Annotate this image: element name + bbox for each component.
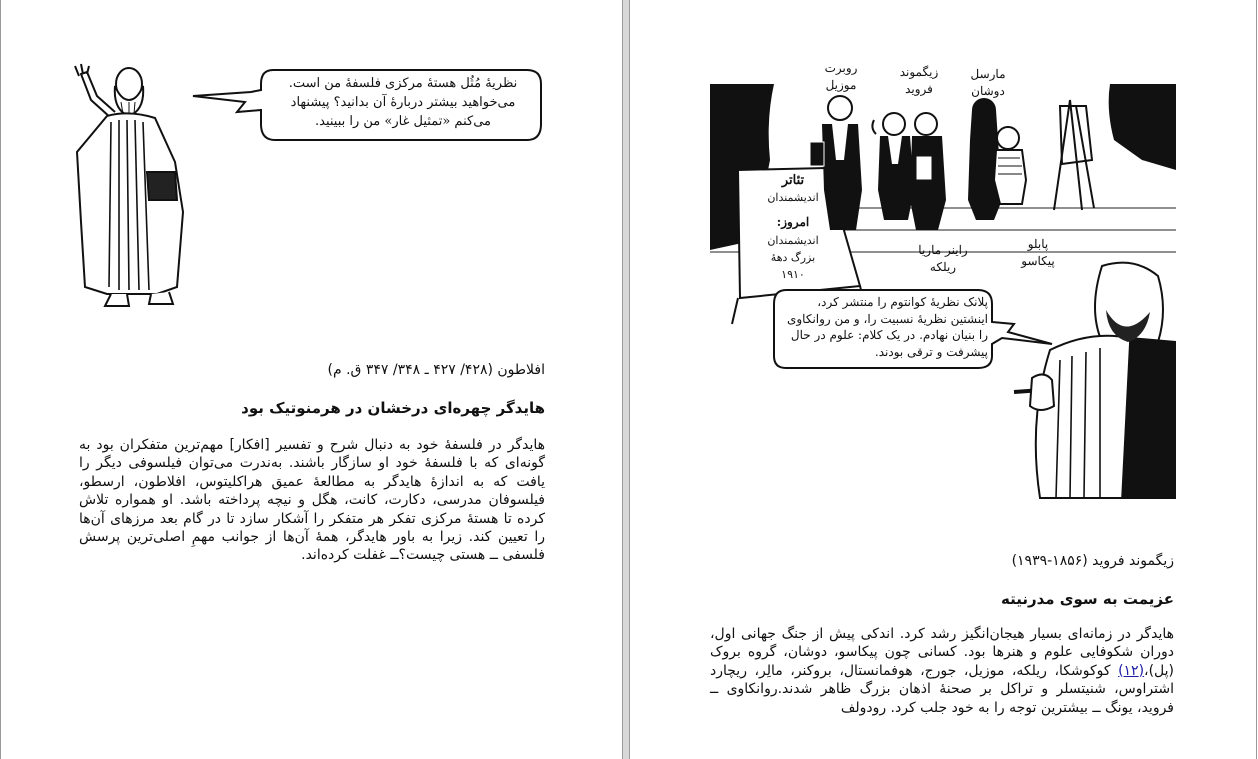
sign-line: اندیشمندان: [767, 234, 819, 247]
label-picasso: [1012, 236, 1064, 270]
plato-bubble-line: نظریهٔ مُثُل هستهٔ مرکزی فلسفهٔ من است.: [288, 76, 518, 91]
label-line: پیکاسو: [1021, 254, 1055, 268]
label-line: مارسل: [970, 67, 1006, 81]
label-robert-musil: [816, 60, 866, 94]
label-line: زیگموند: [899, 65, 939, 79]
book-gutter: [622, 0, 630, 759]
body-text-part: هایدگر در زمانه‌ای بسیار هیجان‌انگیز رشد کرد. اندکی پیش از جنگ جهانی اول، دوران شکوفایی علوم و هنرها بود. کسانی چون پیکاسو، دوشان، گروه بروک (پل)،: [710, 626, 1174, 679]
body-paragraph: [710, 625, 1174, 717]
right-page: [630, 0, 1257, 759]
freud-bubble-line: اینشتین نظریهٔ نسبیت را، و من روانکاوی: [786, 311, 988, 326]
body-paragraph: هایدگر در فلسفهٔ خود به دنبال شرح و تفسیر [افکار] مهم‌ترین متفکران بود به گونه‌ای که با فلسفهٔ خود او سازگار باشند. به‌ندرت می‌توان فیلسوفی دیگر را یافت که به اندازهٔ هایدگر به مطالعهٔ عمیق هراکلیتوس، افلاطون، ارسطو، فیلسوفان مدرسی، دکارت، کانت، هگل و نیچه پرداخته باشد. او همواره تلاش کرده تا هستهٔ مرکزی تفکر هر متفکر را آشکار سازد تا در گام بعد مرزهای آن‌ها را تعیین کند. زیرا به باور هایدگر، همهٔ آن‌ها از جوانب مهمِ اصلی‌ترین پرسش فلسفی ــ هستی چیست؟ــ غفلت کرده‌اند.: [79, 437, 545, 564]
plato-bubble-line: می‌خواهید بیشتر دربارهٔ آن بدانید؟ پیشنهاد: [290, 95, 516, 110]
label-line: فروید: [905, 82, 933, 96]
label-sigmund-freud: [890, 64, 948, 98]
label-line: روبرت: [824, 61, 858, 75]
left-page: [0, 0, 623, 759]
section-heading: عزیمت به سوی مدرنیته: [1000, 590, 1174, 608]
freud-bubble-line: پلانک نظریهٔ کوانتوم را منتشر کرد،: [817, 295, 988, 309]
label-rilke: [910, 242, 976, 276]
freud-bubble-text: [780, 294, 988, 360]
plato-bubble-line: می‌کنم «تمثیل غار» من را ببینید.: [314, 114, 491, 129]
sign-line: ۱۹۱۰: [781, 268, 805, 281]
footnote-link[interactable]: (۱۲): [1118, 662, 1145, 679]
label-line: موزیل: [825, 78, 857, 92]
freud-bubble-line: پیشرفت و ترقی بودند.: [874, 344, 988, 359]
theatre-sign-text: [756, 172, 830, 283]
body-text-part: کوکوشکا، ریلکه، موزیل، جورج، هوفمانستال، بروکنر، مالِر، ریچارد اشتراوس، شنیتسلر و تراکل بر صحنهٔ اذهان بزرگ ظاهر شدند.روانکاوی ــ فروید، یونگ ــ بیشترین توجه را به خود جلب کرد. رودولف: [710, 662, 1174, 716]
label-marcel-duchamp: [962, 66, 1014, 100]
freud-caption: زیگموند فروید (۱۸۵۶-۱۹۳۹): [1011, 553, 1174, 569]
label-line: راینر ماریا: [918, 243, 968, 257]
plato-illustration: [71, 62, 193, 308]
plato-bubble-text: [263, 74, 543, 131]
label-line: ریلکه: [929, 260, 957, 274]
sign-title: تئاتر: [781, 173, 805, 188]
plato-caption: افلاطون (۴۲۸/ ۴۲۷ ـ ۳۴۸/ ۳۴۷ ق. م): [327, 362, 545, 378]
sign-today: امروز:: [776, 215, 810, 229]
freud-bubble-line: را بنیان نهادم. در یک کلام: علوم در حال: [790, 328, 988, 342]
section-heading: هایدگر چهره‌ای درخشان در هرمنوتیک بود: [241, 399, 545, 417]
sign-line: بزرگ دههٔ: [770, 251, 816, 264]
label-line: دوشان: [971, 84, 1005, 98]
sign-subtitle: اندیشمندان: [767, 191, 819, 204]
label-line: پابلو: [1027, 237, 1049, 251]
